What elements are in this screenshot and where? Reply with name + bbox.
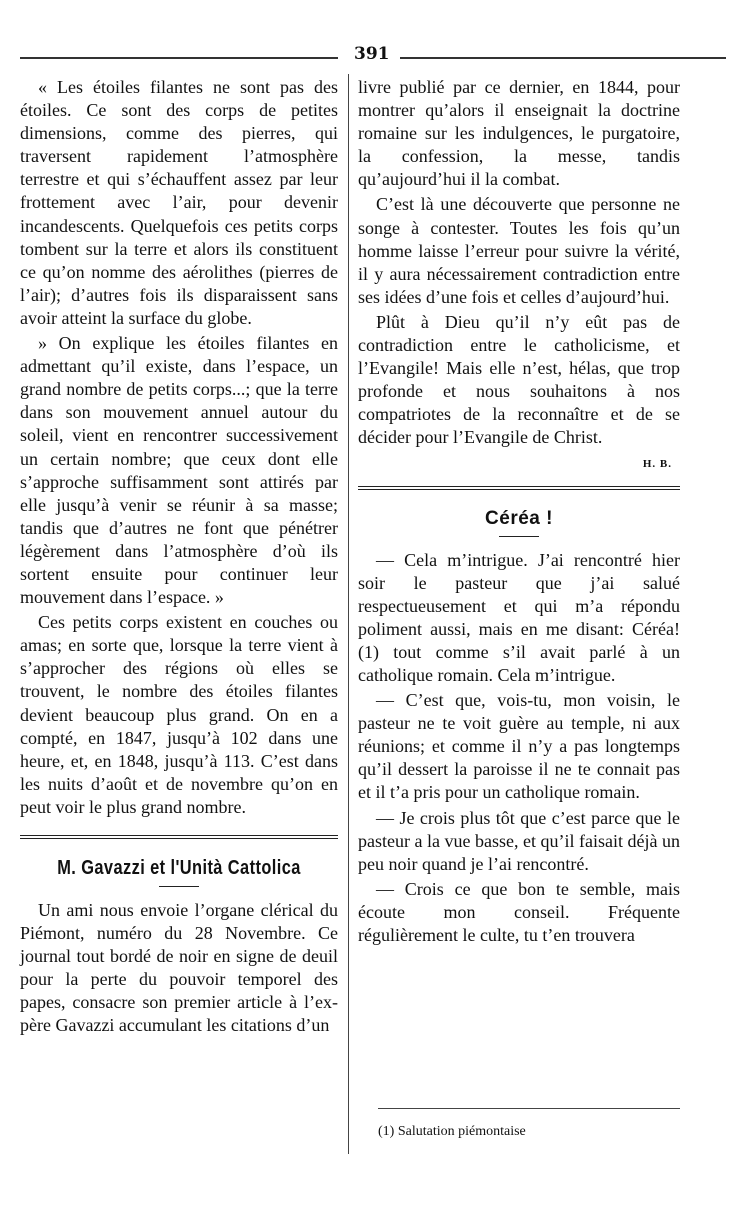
section-double-rule (20, 835, 338, 839)
header-rule-left (20, 57, 338, 59)
section-double-rule (358, 486, 680, 490)
signature: H. B. (642, 457, 672, 470)
paragraph: « Les étoiles filantes ne sont pas des étoiles. Ce sont des corps de petites dimensions, comme des pierres, qui traversent rapidement l’atmosphère terrestre et qui s’échauffent assez par leur frottement avec l’air, pour devenir incandescents. Quelquefois ces petits corps tombent sur la terre et alors ils constituent ce qu’on nomme des aérolithes (pierres de l’air); d’autres fois ils disparaissent sans avoir atteint la surface du globe. (20, 77, 338, 328)
paragraph: Plût à Dieu qu’il n’y eût pas de contradiction entre le catholicisme, et l’Evangile! Mais elle n’est, hélas, que trop profonde et nous souhaitons à nos compatriotes de la reconnaître et de se décider pour l’Evangile de Christ. (358, 311, 680, 448)
paragraph: — Cela m’intrigue. J’ai rencontré hier soir le pasteur que j’ai salué respectueusement et qui m’a répondu poliment aussi, mais en me disant: Céréa! (1) tout comme s’il avait parlé à un catholique romain. Cela m’intrigue. (358, 549, 680, 685)
paragraph: livre publié par ce dernier, en 1844, pour montrer qu’alors il enseignait la doctrine romaine sur les indulgences, le purgatoire, la confession, la messe, tandis qu’aujourd’hui il la combat. (358, 77, 680, 190)
paragraph: — Je crois plus tôt que c’est parce que le pasteur a la vue basse, et qu’il faisait déjà un peu noir quand je l’ai rencontré. (358, 807, 680, 874)
paragraph: » On explique les étoiles filantes en admettant qu’il existe, dans l’espace, un grand nombre de petits corps...; que la terre dans son mouvement annuel autour du soleil, vient en rencontrer successivement un certain nombre; que ceux dont elle s’approche suffisamment sont attirés par elle jusqu’à venir se réunir à sa masse; tandis que d’autres ne font que pénétrer légèrement dans l’atmosphère d’où ils sortent ensuite pour continuer leur mouvement dans l’espace. » (20, 333, 338, 608)
footnote-rule (378, 1108, 680, 1109)
paragraph: C’est là une découverte que personne ne songe à contester. Toutes les fois qu’un homme laisse l’erreur pour suivre la vérité, il y aura nécessairement contradiction entre ses idées d’une fois et celles d’aujourd’hui. (358, 194, 680, 307)
page-number: 391 (354, 44, 390, 64)
paragraph: Un ami nous envoie l’organe clérical du Piémont, numéro du 28 Novembre. Ce journal tout bordé de noir en signe de deuil pour la perte du pouvoir temporel des papes, consacre son premier article à l’ex-père Gavazzi accumulant les citations d’un (20, 900, 338, 1036)
column-divider (348, 74, 349, 1154)
header-rule-right (400, 57, 726, 59)
article-title: Céréa ! (485, 507, 553, 529)
page-header (20, 44, 726, 64)
paragraph: Ces petits corps existent en couches ou amas; en sorte que, lorsque la terre vient à s’approcher des régions où elles se trouvent, le nombre des étoiles filantes devient beaucoup plus grand. On en a compté, en 1847, jusqu’à 102 dans une heure, et, en 1848, jusqu’à 113. C’est dans les nuits d’août et de novembre qu’on en peut voir le plus grand nombre. (20, 612, 338, 817)
article-title: M. Gavazzi et l'Unità Cattolica (57, 857, 301, 879)
title-underline (499, 536, 539, 537)
paragraph: — C’est que, vois-tu, mon voisin, le pasteur ne te voit guère au temple, ni aux réunions; et comme il n’y a pas longtemps qu’il dessert la paroisse il ne te connait pas et il t’a pris pour un catholique romain. (358, 690, 680, 803)
footnote: (1) Salutation piémontaise (378, 1124, 526, 1139)
left-column (20, 76, 338, 1038)
title-underline (159, 886, 199, 887)
right-column (358, 76, 680, 947)
paragraph: — Crois ce que bon te semble, mais écoute mon conseil. Fréquente régulièrement le culte, tu t’en trouvera (358, 878, 680, 945)
